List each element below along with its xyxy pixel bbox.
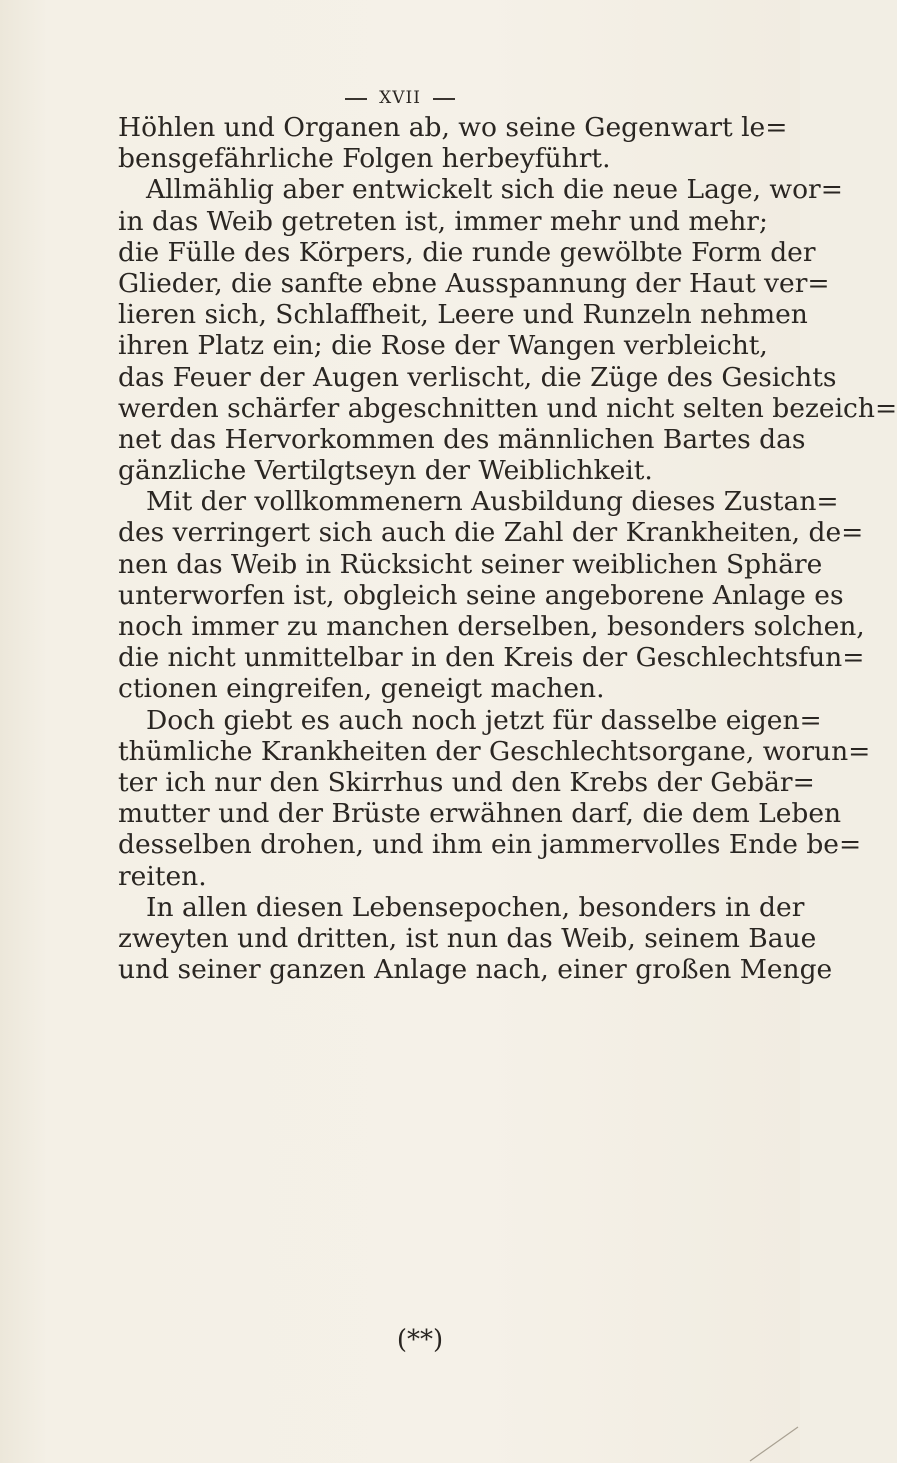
text-line: unterworfen ist, obgleich seine angeborene Anlage es [118,579,844,611]
text-line: ctionen eingreifen, geneigt machen. [118,673,605,705]
text-line: net das Hervorkommen des männlichen Bartes das [118,423,806,455]
text-line: werden schärfer abgeschnitten und nicht selten bezeich= [118,392,897,424]
text-line: Höhlen und Organen ab, wo seine Gegenwart le= [118,112,788,143]
text-line: das Feuer der Augen verlischt, die Züge des Gesichts [118,361,837,393]
paper-mark-icon [740,1423,800,1463]
text-line: reiten. [118,860,207,892]
text-line: desselben drohen, und ihm ein jammervolles Ende be= [118,829,862,861]
text-line: und seiner ganzen Anlage nach, einer großen Menge [118,954,833,986]
page-header [0,88,800,108]
text-line: thümliche Krankheiten der Geschlechtsorgane, worun= [118,735,871,767]
text-line: des verringert sich auch die Zahl der Krankheiten, de= [118,517,864,549]
text-line: Allmählig aber entwickelt sich die neue Lage, wor= [146,174,843,206]
text-line: Mit der vollkommenern Ausbildung dieses Zustan= [146,486,839,518]
text-line: die nicht unmittelbar in den Kreis der Geschlechtsfun= [118,642,865,674]
text-line: noch immer zu manchen derselben, besonders solchen, [118,611,865,642]
text-line: In allen diesen Lebensepochen, besonders in der [146,891,805,923]
text-line: mutter und der Brüste erwähnen darf, die dem Leben [118,798,842,830]
text-line: gänzliche Vertilgtseyn der Weiblichkeit. [118,455,653,487]
body-text [118,112,897,986]
header-rule-left [345,98,367,100]
text-line: lieren sich, Schlaffheit, Leere und Runzeln nehmen [118,299,808,331]
text-line: ter ich nur den Skirrhus und den Krebs der Gebär= [118,766,815,798]
text-line: bensgefährliche Folgen herbeyführt. [118,143,611,175]
text-line: nen das Weib in Rücksicht seiner weiblichen Sphäre [118,548,823,580]
text-line: in das Weib getreten ist, immer mehr und mehr; [118,205,768,237]
page-number: XVII [379,88,421,108]
text-line: ihren Platz ein; die Rose der Wangen verbleicht, [118,330,768,362]
text-line: Glieder, die sanfte ebne Ausspannung der Haut ver= [118,267,830,299]
text-line: die Fülle des Körpers, die runde gewölbte Form der [118,236,816,268]
text-line: Doch giebt es auch noch jetzt für dasselbe eigen= [146,704,822,736]
header-rule-right [433,98,455,100]
catchword-signature: (**) [396,1325,444,1355]
text-line: zweyten und dritten, ist nun das Weib, seinem Baue [118,922,817,954]
